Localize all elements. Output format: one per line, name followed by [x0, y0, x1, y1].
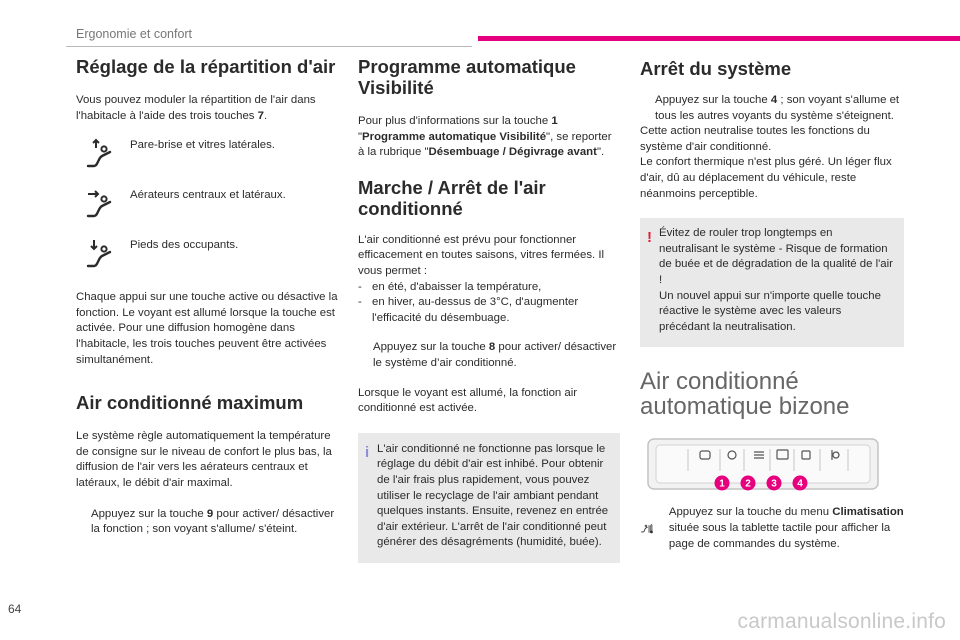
system-off-paragraph-2: Le confort thermique n'est plus géré. Un léger flux d'air, dû au déplacement du véhicule, reste néanmoins perceptible. [640, 156, 892, 200]
mode-vents-label: Aérateurs centraux et latéraux. [130, 189, 286, 202]
column-left [76, 54, 338, 538]
list-item: - en hiver, au-dessus de 3°C, d'augmenter l'efficacité du désembuage. [358, 295, 620, 326]
info-icon: i [365, 443, 370, 461]
mode-feet [82, 238, 338, 272]
header-accent-bar [478, 36, 960, 41]
mode-vents [82, 188, 338, 222]
control-panel-illustration [644, 435, 888, 491]
ac-max-instruction: Appuyez sur la touche 9 pour activer/ désactiver la fonction ; son voyant s'allume/ s'éteint. [91, 507, 335, 536]
info-note [358, 433, 620, 563]
system-off-paragraph-1: Cette action neutralise toutes les fonctions du système d'air conditionné. [640, 125, 870, 153]
callout-4: 4 [797, 478, 803, 490]
climate-menu-instruction [640, 505, 904, 552]
callout-2: 2 [745, 478, 751, 490]
title-ac-max: Air conditionné maximum [76, 392, 304, 414]
page-number: 64 [8, 602, 22, 616]
mode-windscreen [82, 138, 338, 172]
airflow-vents-icon [82, 188, 118, 222]
airflow-windscreen-icon [82, 138, 118, 172]
mode-windscreen-label: Pare-brise et vitres latérales. [130, 139, 275, 152]
ac-paragraph: L'air conditionné est prévu pour fonctionner efficacement en toutes saisons, vitres fermées. Il vous permet : [358, 233, 605, 277]
title-visibility: Programme automatique Visibilité [358, 56, 576, 98]
warning-text-2: Un nouvel appui sur n'importe quelle touche réactive le système avec les valeurs précédant la neutralisation. [659, 289, 881, 333]
title-bizone: Air conditionné automatique bizone [640, 368, 850, 421]
info-note-text: L'air conditionné ne fonctionne pas lorsque le réglage du débit d'air est inhibé. Pour obtenir de l'air frais plus rapidement, vous pouvez utiliser le recyclage de l'air ambiant pendant quelques instants. Ensuite, revenez en entrée d'air extérieur. L'arrêt de l'air conditionné peut générer des désagréments (humidité, buée). [377, 442, 609, 549]
ac-instruction: Appuyez sur la touche 8 pour activer/ désactiver le système d’air conditionné. [373, 341, 617, 369]
column-middle [358, 54, 620, 563]
ac-indicator-paragraph: Lorsque le voyant est allumé, la fonction air conditionné est activée. [358, 386, 578, 415]
mode-explanation: Chaque appui sur une touche active ou désactive la fonction. Le voyant est allumé lorsque la touche est activée. Pour une diffusion homogène dans l'habitacle, les trois touches peuvent être activées simultanément. [76, 291, 338, 366]
control-panel-svg [644, 435, 888, 497]
list-item: - en été, d'abaisser la température, [358, 280, 620, 296]
ac-benefits-list [358, 280, 620, 327]
callout-3: 3 [771, 478, 777, 490]
climate-menu-text: Appuyez sur la touche du menu Climatisation située sous la tablette tactile pour afficher la page de commandes du système. [668, 506, 904, 550]
header-rule [66, 46, 472, 47]
watermark: carmanualsonline.info [737, 610, 946, 633]
title-air-distribution: Réglage de la répartition d'air [76, 56, 336, 77]
callout-1: 1 [719, 478, 725, 490]
warning-icon: ! [647, 229, 652, 247]
title-system-off: Arrêt du système [640, 58, 792, 79]
warning-note [640, 218, 904, 347]
section-header: Ergonomie et confort [76, 27, 193, 41]
visibility-paragraph: Pour plus d'informations sur la touche 1 "Programme automatique Visibilité", se reporter à la rubrique "Désembuage / Dégivrage avant". [358, 115, 612, 159]
mode-feet-label: Pieds des occupants. [130, 239, 239, 252]
climate-menu-icon [640, 511, 655, 547]
warning-text-1: Évitez de rouler trop longtemps en neutralisant le système - Risque de formation de buée et de dégradation de la qualité de l'air ! [659, 227, 893, 286]
system-off-instruction: Appuyez sur la touche 4 ; son voyant s'allume et tous les autres voyants du système s'éteignent. [655, 94, 900, 122]
title-ac-on-off: Marche / Arrêt de l'air conditionné [358, 176, 546, 219]
ac-max-paragraph: Le système règle automatiquement la température de consigne sur le niveau de confort le plus bas, la diffusion de l'air vers les aérateurs centraux et latéraux, le débit d'air maximal. [76, 430, 332, 489]
column-right [640, 54, 904, 552]
airflow-feet-icon [82, 238, 118, 272]
intro-paragraph: Vous pouvez moduler la répartition de l'air dans l'habitacle à l'aide des trois touches 7. [76, 94, 316, 122]
